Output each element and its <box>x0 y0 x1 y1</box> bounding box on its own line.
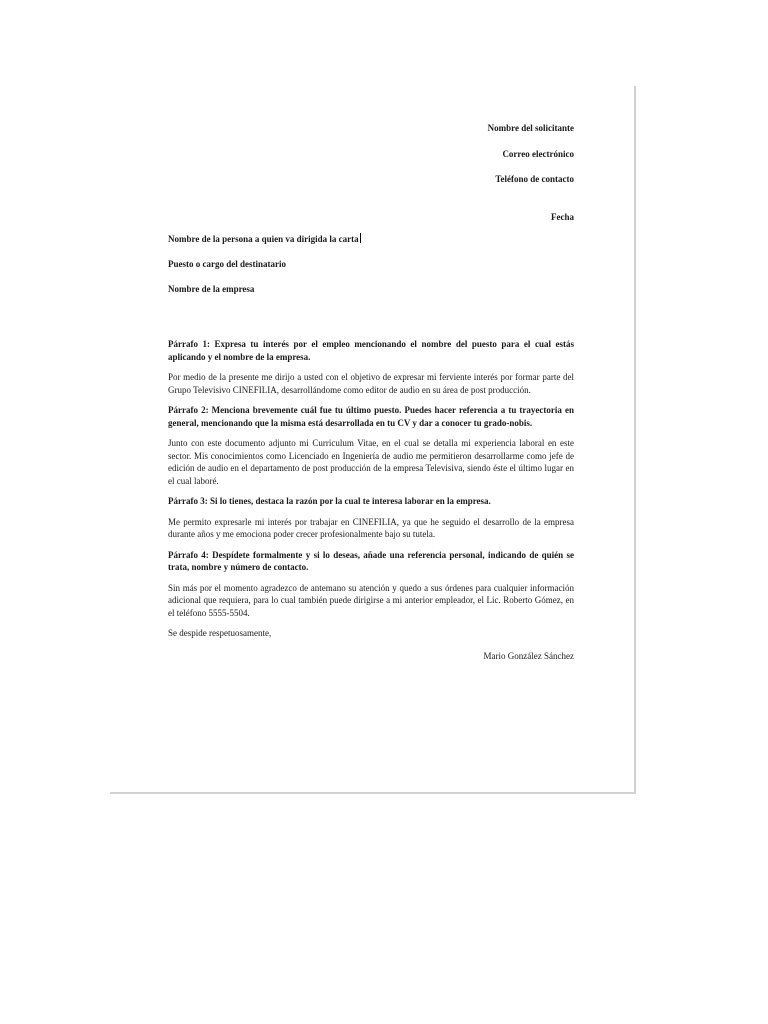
recipient-name[interactable] <box>168 233 574 246</box>
letter-page <box>110 86 636 794</box>
letter-content <box>168 122 574 662</box>
paragraph-1-heading: Párrafo 1: Expresa tu interés por el empleo mencionando el nombre del puesto para el cual estás aplicando y el nombre de la empresa. <box>168 339 574 362</box>
recipient-name-text: Nombre de la persona a quien va dirigida la carta <box>168 234 359 244</box>
paragraph-2-body: Junto con este documento adjunto mi Curriculum Vitae, en el cual se detalla mi experiencia laboral en este sector. Mis conocimientos como Licenciado en Ingeniería de audio me permitieron desarrollarme como jefe de edición de audio en el departamento de post producción de la empresa Televisiva, siendo éste el último lugar en el cual laboré. <box>168 438 574 486</box>
recipient-position: Puesto o cargo del destinatario <box>168 259 286 269</box>
signature: Mario González Sánchez <box>483 650 574 661</box>
text-cursor <box>360 233 361 243</box>
sender-name: Nombre del solicitante <box>487 123 574 133</box>
paragraph-4-heading: Párrafo 4: Despídete formalmente y si lo deseas, añade una referencia personal, indicando de quién se trata, nombre y número de contacto. <box>168 549 574 572</box>
recipient-company: Nombre de la empresa <box>168 284 255 294</box>
paragraph-1-body: Por medio de la presente me dirijo a usted con el objetivo de expresar mi ferviente interés por formar parte del Grupo Televisivo CINEFILIA, desarrollándome como editor de audio en su área de post producción. <box>168 372 574 395</box>
closing-line: Se despide respetuosamente, <box>168 628 272 638</box>
paragraph-3-heading: Párrafo 3: Si lo tienes, destaca la razón por la cual te interesa laborar en la empresa. <box>168 496 491 506</box>
paragraph-3-body: Me permito expresarle mi interés por trabajar en CINEFILIA, ya que he seguido el desarrollo de la empresa durante años y me emociona poder crecer profesionalmente bajo su tutela. <box>168 516 574 539</box>
sender-email: Correo electrónico <box>502 148 574 159</box>
spacer <box>168 308 574 338</box>
sender-phone: Teléfono de contacto <box>495 174 574 184</box>
paragraph-2-heading: Párrafo 2: Menciona brevemente cuál fue tu último puesto. Puedes hacer referencia a tu trayectoria en general, mencionando que la misma está desarrollada en tu CV y dar a conocer tu grado-nobis. <box>168 405 574 428</box>
date-label: Fecha <box>551 211 574 222</box>
paragraph-4-body: Sin más por el momento agradezco de antemano su atención y quedo a sus órdenes para cualquier información adicional que requiera, para lo cual también puede dirigirse a mi anterior empleador, el Lic. Roberto Gómez, en el teléfono 5555-5504. <box>168 582 574 618</box>
